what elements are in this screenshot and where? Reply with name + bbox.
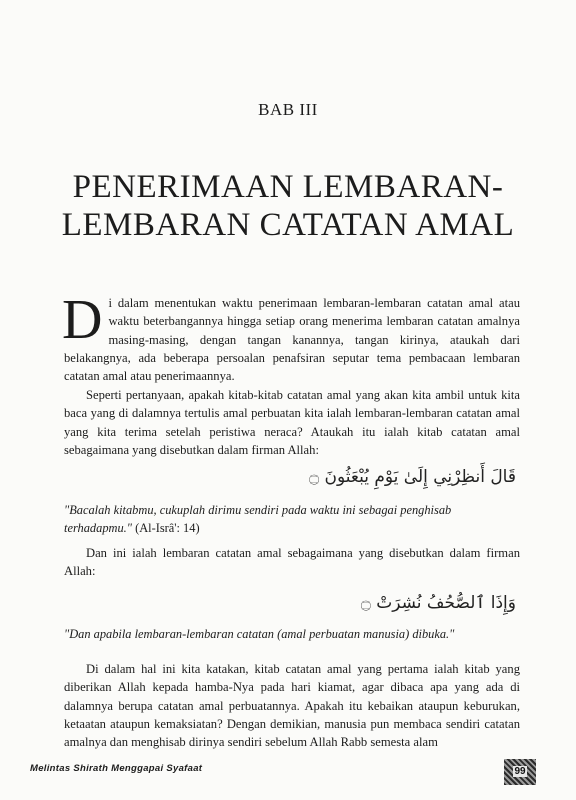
paragraph-4: Di dalam hal ini kita katakan, kitab catatan amal yang pertama ialah kitab yang diberikan Allah kepada hamba-Nya pada hari kiamat, agar dibaca apa yang ada di dalamnya berupa catatan amal perbuatannya. Apakah itu kebaikan ataupun keburukan, ketaatan ataupun kemaksiatan? Dengan demikian, manusia pun membaca sendiri catatan amalnya dan menghisab dirinya sendiri sebelum Allah Rabb semesta alam xyxy=(64,662,520,750)
quote-1-text: "Bacalah kitabmu, cukuplah dirimu sendiri pada waktu ini sebagai penghisab terhadapmu." xyxy=(64,503,452,535)
paragraph-1 xyxy=(62,289,520,385)
chapter-label: BAB III xyxy=(258,100,318,119)
arabic-verse-2: وَإِذَا ٱلصُّحُفُ نُشِرَتْ ۝ xyxy=(360,593,516,613)
quote-1-reference: (Al-Isrâ': 14) xyxy=(131,520,200,535)
page-number-box xyxy=(504,759,536,785)
page-number: 99 xyxy=(514,766,526,777)
paragraph-3: Dan ini ialah lembaran catatan amal sebagaimana yang disebutkan dalam firman Allah: xyxy=(64,546,520,579)
paragraph-2: Seperti pertanyaan, apakah kitab-kitab catatan amal yang akan kita ambil untuk kita baca yang di dalamnya tertulis amal perbuatan kita ialah lembaran-lembaran catatan amal yang kita terima setelah peristiwa neraca? Ataukah itu ialah kitab catatan amal sebagaimana yang disebutkan dalam firman Allah: xyxy=(64,388,520,457)
quote-2: "Dan apabila lembaran-lembaran catatan (amal perbuatan manusia) dibuka." xyxy=(64,627,455,641)
chapter-title-line2: LEMBARAN CATATAN AMAL xyxy=(61,207,515,243)
chapter-title xyxy=(0,168,576,244)
paragraph-1-text: i dalam menentukan waktu penerimaan lembaran-lembaran catatan amal atau waktu beterbangannya hingga setiap orang menerima lembaran catatan amalnya masing-masing, dengan tangan kanannya, tangan kirinya, ataukah dari belakangnya, ada beberapa persoalan penafsiran seputar tema pembacaan lembaran catatan amal atau penerimaannya. xyxy=(64,296,520,384)
drop-cap: D xyxy=(62,289,103,351)
quote-1 xyxy=(64,502,520,537)
footer-book-title: Melintas Shirath Menggapai Syafaat xyxy=(30,763,203,774)
arabic-verse-1: قَالَ أَنظِرْنِي إِلَىٰ يَوْمِ يُبْعَثُونَ ۝ xyxy=(309,467,516,487)
chapter-title-line1: PENERIMAAN LEMBARAN- xyxy=(72,169,504,205)
